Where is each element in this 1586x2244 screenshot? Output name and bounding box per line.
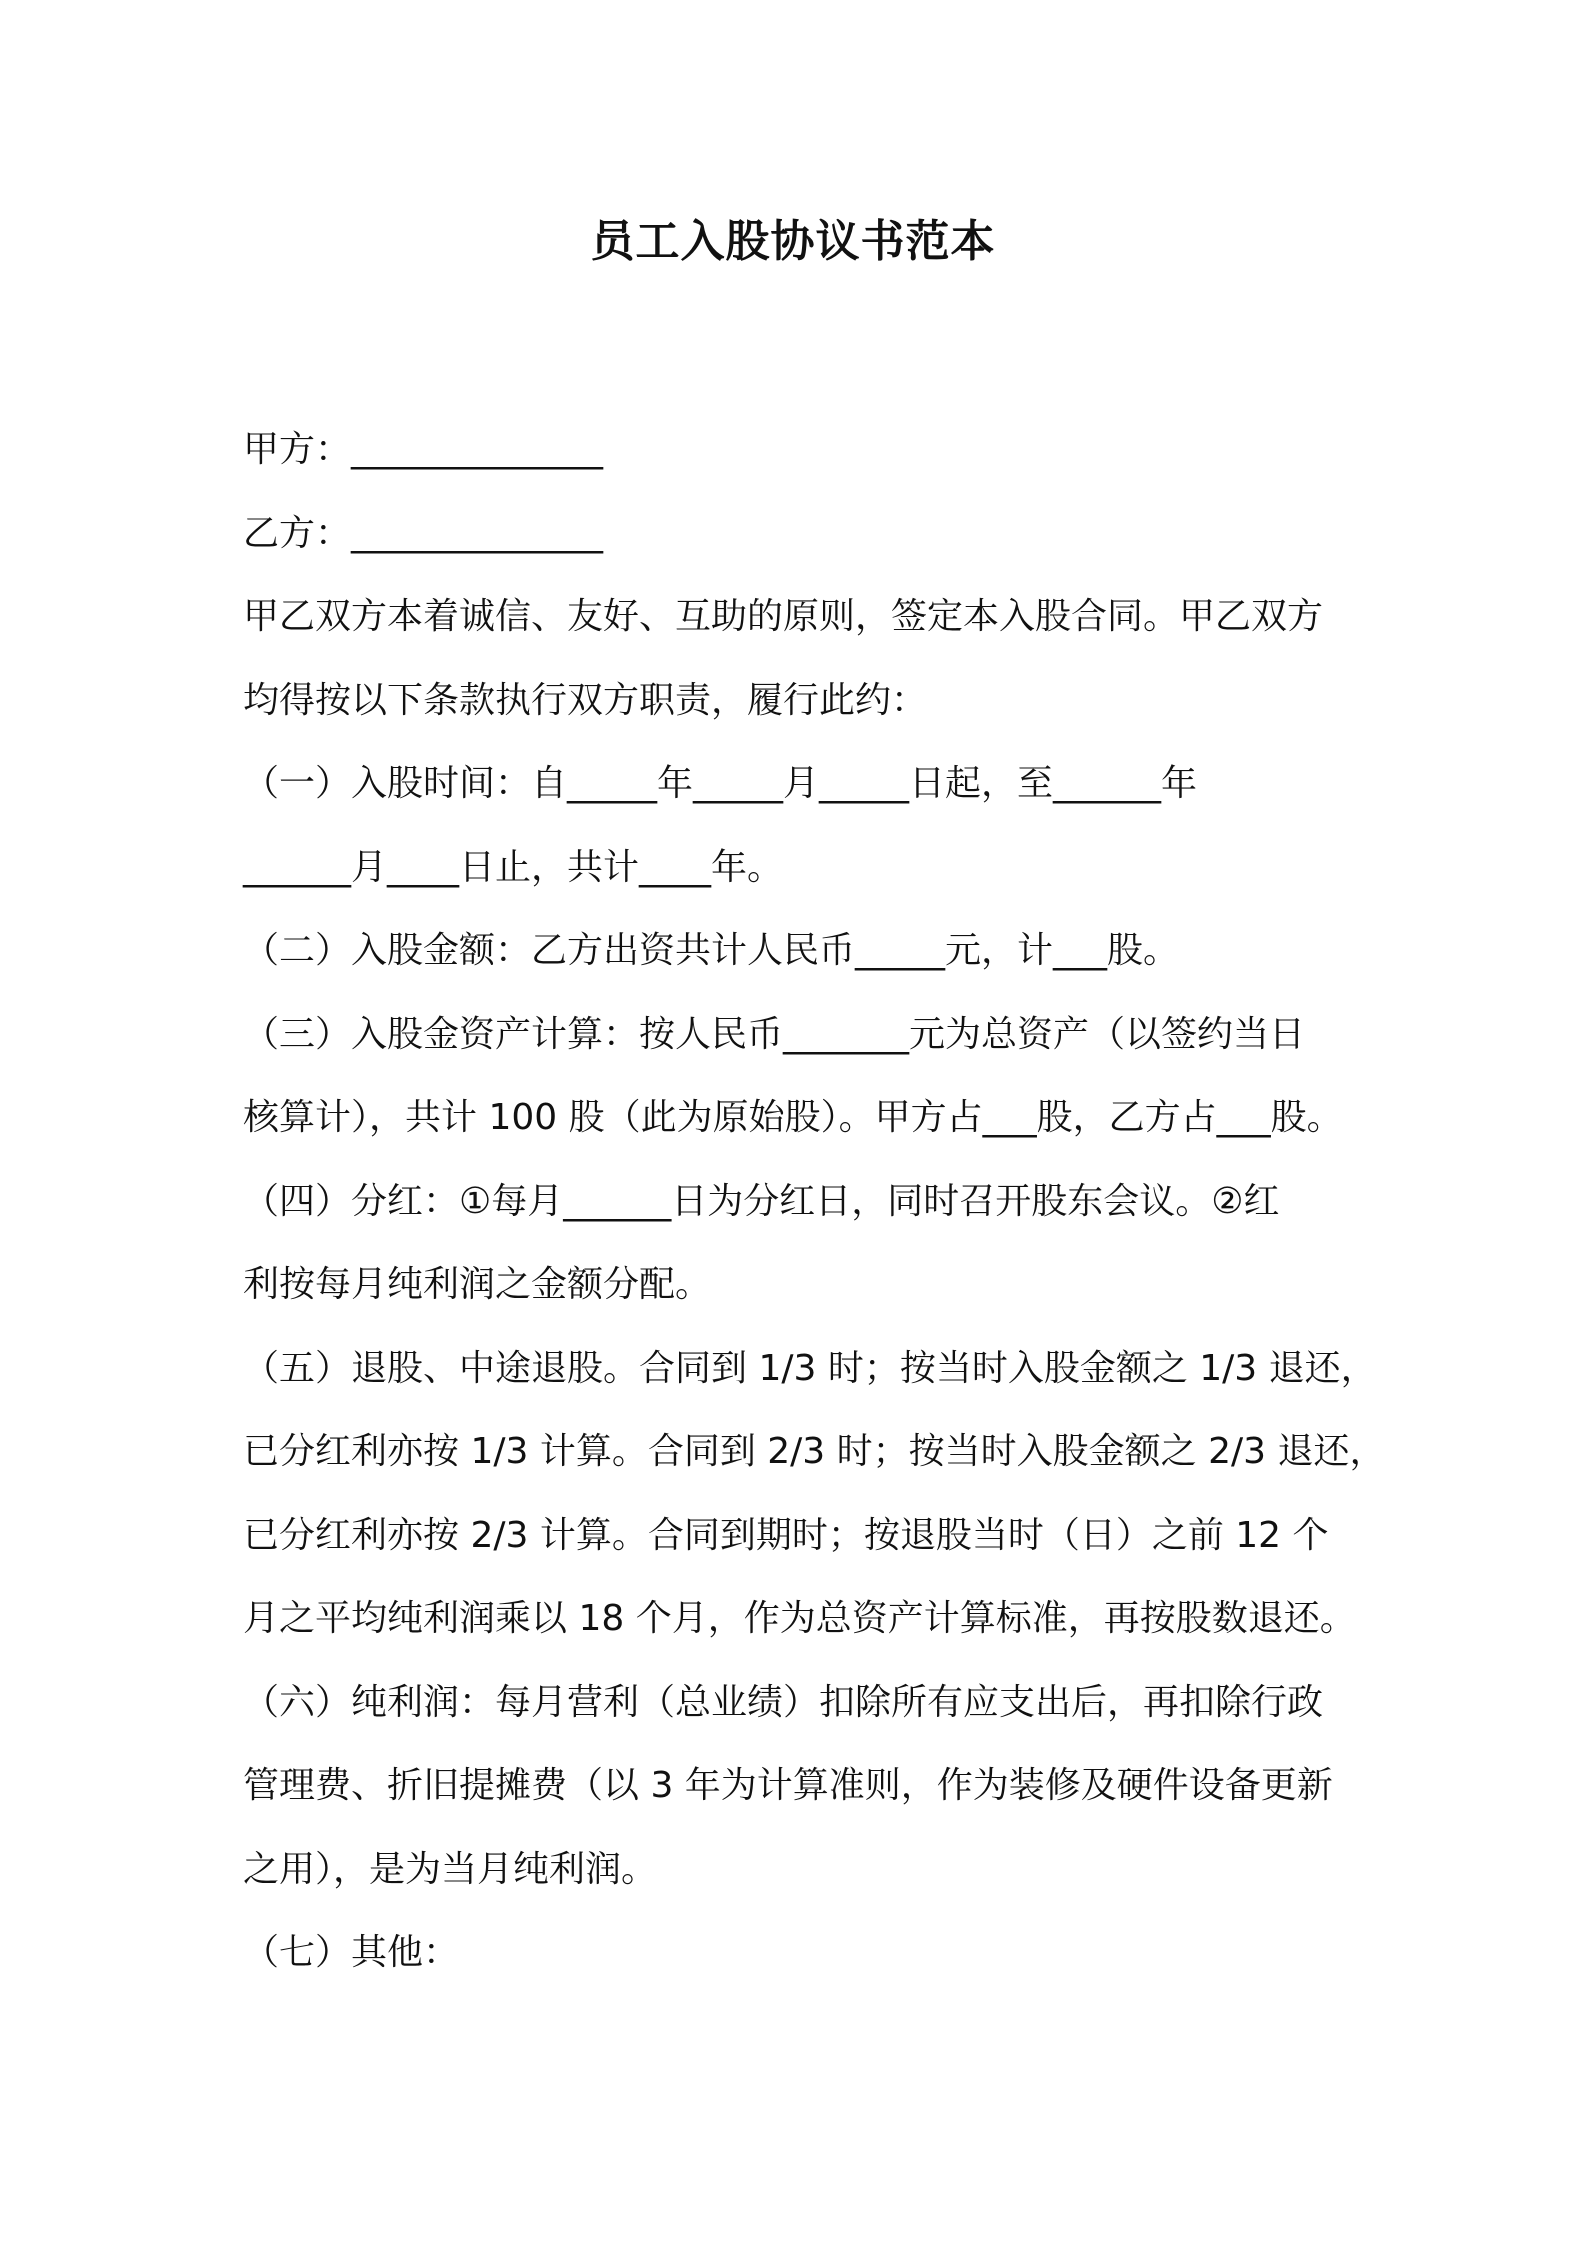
party-b-line: 乙方：______________ — [243, 512, 604, 554]
clause-6-line-1: （六）纯利润：每月营利（总业绩）扣除所有应支出后，再扣除行政 — [243, 1681, 1324, 1723]
clause-3-line-2: 核算计），共计 100 股（此为原始股）。甲方占___股，乙方占___股。 — [243, 1097, 1343, 1138]
clause-3-line-1: （三）入股金资产计算：按人民币_______元为总资产（以签约当日 — [243, 1013, 1306, 1055]
document-title: 员工入股协议书范本 — [590, 216, 996, 267]
clause-1-line-1: （一）入股时间：自_____年_____月_____日起，至______年 — [243, 763, 1198, 804]
clause-5-line-4: 月之平均纯利润乘以 18 个月，作为总资产计算标准，再按股数退还。 — [243, 1598, 1356, 1639]
clause-6-line-3: 之用），是为当月纯利润。 — [243, 1848, 658, 1890]
clause-6-line-2: 管理费、折旧提摊费（以 3 年为计算准则，作为装修及硬件设备更新 — [243, 1765, 1333, 1806]
clause-5-line-1: （五）退股、中途退股。合同到 1/3 时；按当时入股金额之 1/3 退还， — [243, 1347, 1377, 1389]
clause-5-line-2: 已分红利亦按 1/3 计算。合同到 2/3 时；按当时入股金额之 2/3 退还， — [243, 1431, 1386, 1472]
clause-5-line-3: 已分红利亦按 2/3 计算。合同到期时；按退股当时（日）之前 12 个 — [243, 1514, 1329, 1556]
clause-7-line-1: （七）其他： — [243, 1932, 460, 1973]
preamble-line-1: 甲乙双方本着诚信、友好、互助的原则，签定本入股合同。甲乙双方 — [243, 596, 1324, 637]
document-body — [243, 408, 1386, 1995]
clause-2-line-1: （二）入股金额：乙方出资共计人民币_____元，计___股。 — [243, 930, 1180, 971]
preamble-line-2: 均得按以下条款执行双方职责，履行此约： — [243, 679, 928, 721]
clause-4-line-1: （四）分红：①每月______日为分红日，同时召开股东会议。②红 — [243, 1180, 1280, 1222]
clause-1-line-2: ______月____日止，共计____年。 — [243, 846, 784, 888]
party-a-line: 甲方：______________ — [243, 429, 604, 470]
clause-4-line-2: 利按每月纯利润之金额分配。 — [243, 1264, 712, 1305]
